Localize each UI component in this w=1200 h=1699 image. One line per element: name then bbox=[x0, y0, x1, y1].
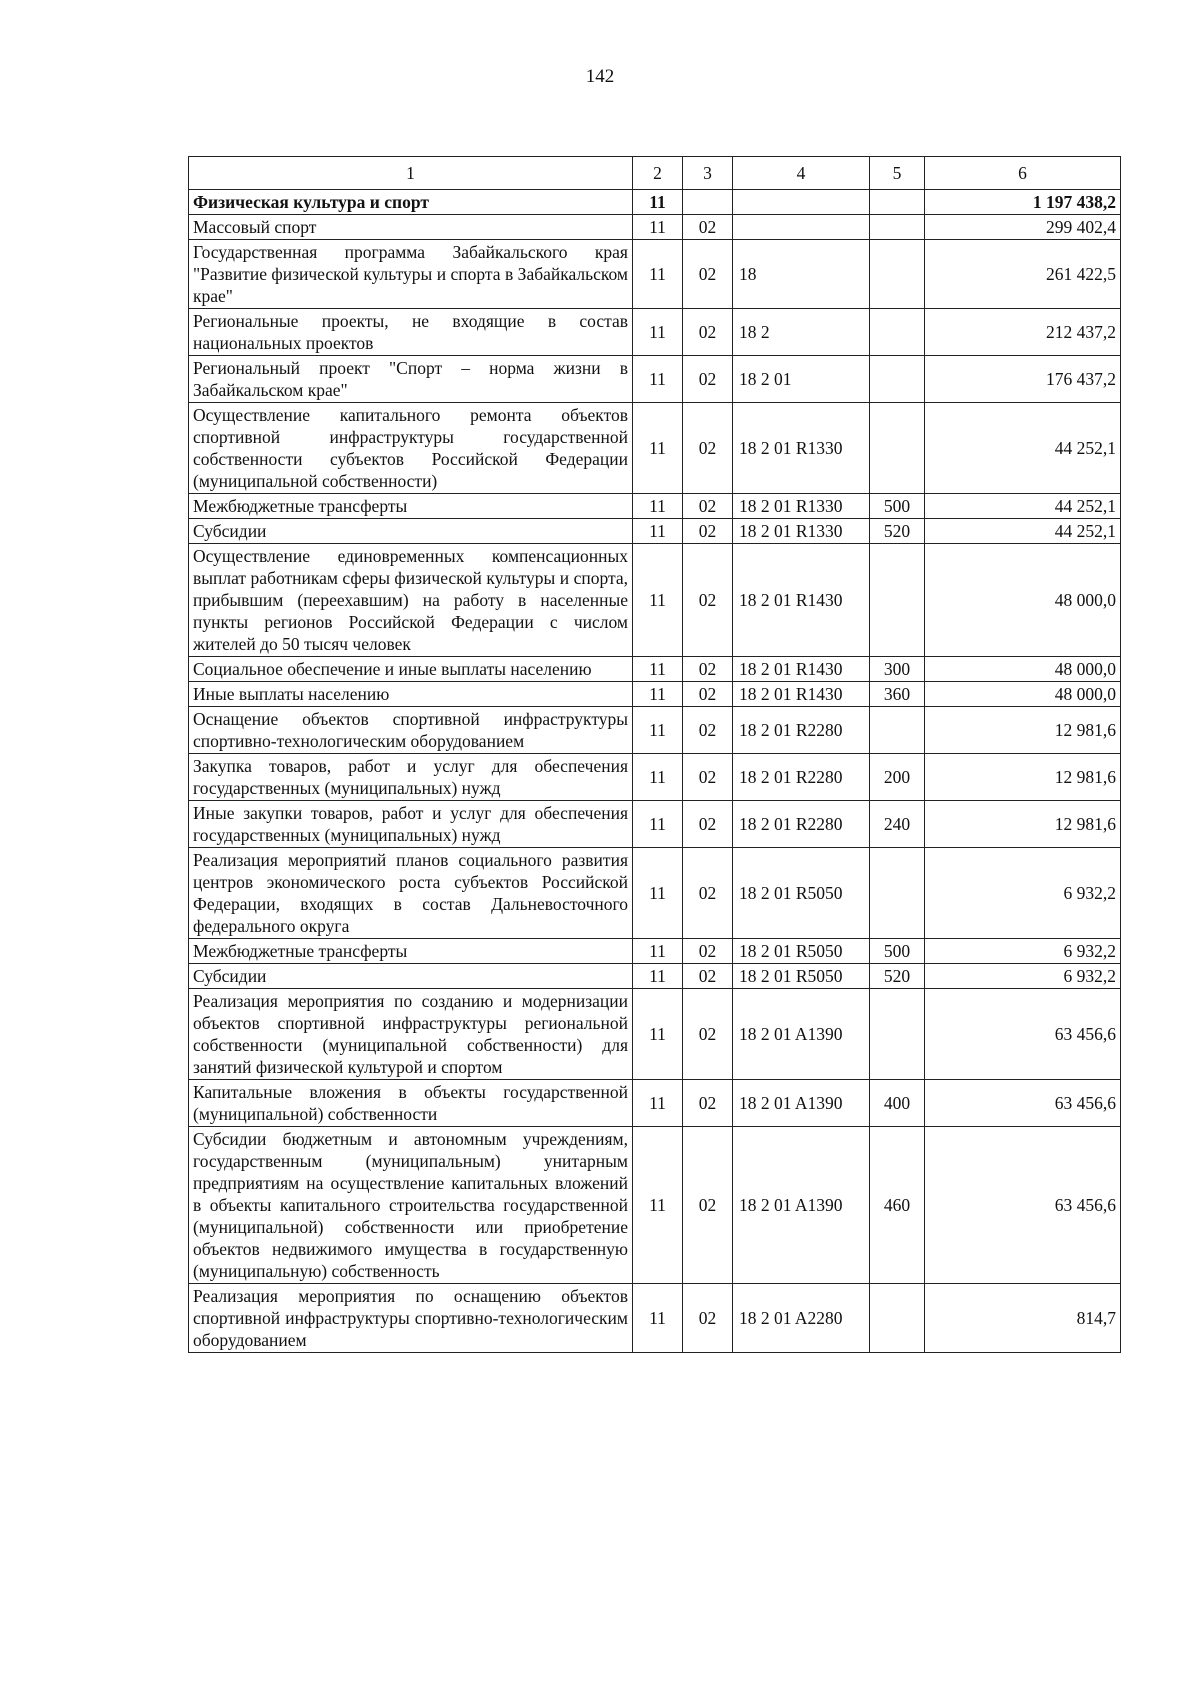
subsection-code-cell: 02 bbox=[683, 1284, 733, 1353]
expense-type-cell: 460 bbox=[870, 1127, 925, 1284]
subsection-code-cell: 02 bbox=[683, 682, 733, 707]
column-header: 4 bbox=[733, 157, 870, 190]
row-name-cell: Иные закупки товаров, работ и услуг для обеспечения государственных (муниципальных) нужд bbox=[189, 801, 633, 848]
table-row bbox=[189, 494, 1121, 519]
table-row bbox=[189, 403, 1121, 494]
subsection-code-cell: 02 bbox=[683, 939, 733, 964]
subsection-code-cell: 02 bbox=[683, 544, 733, 657]
target-article-cell: 18 2 bbox=[733, 309, 870, 356]
expense-type-cell: 240 bbox=[870, 801, 925, 848]
section-code-cell: 11 bbox=[633, 356, 683, 403]
target-article-cell: 18 2 01 R5050 bbox=[733, 939, 870, 964]
row-name-cell: Региональный проект "Спорт – норма жизни в Забайкальском крае" bbox=[189, 356, 633, 403]
section-code-cell: 11 bbox=[633, 939, 683, 964]
table-row bbox=[189, 356, 1121, 403]
table-body bbox=[189, 190, 1121, 1353]
row-name-cell: Государственная программа Забайкальского края "Развитие физической культуры и спорта в Забайкальском крае" bbox=[189, 240, 633, 309]
amount-cell: 63 456,6 bbox=[925, 989, 1121, 1080]
table-row bbox=[189, 309, 1121, 356]
section-code-cell: 11 bbox=[633, 544, 683, 657]
target-article-cell: 18 2 01 R1430 bbox=[733, 544, 870, 657]
amount-cell: 12 981,6 bbox=[925, 707, 1121, 754]
subsection-code-cell: 02 bbox=[683, 657, 733, 682]
subsection-code-cell: 02 bbox=[683, 309, 733, 356]
amount-cell: 48 000,0 bbox=[925, 682, 1121, 707]
target-article-cell: 18 2 01 bbox=[733, 356, 870, 403]
amount-cell: 44 252,1 bbox=[925, 519, 1121, 544]
subsection-code-cell: 02 bbox=[683, 754, 733, 801]
table-row bbox=[189, 682, 1121, 707]
column-header: 6 bbox=[925, 157, 1121, 190]
expense-type-cell: 500 bbox=[870, 939, 925, 964]
budget-table bbox=[188, 156, 1121, 1353]
expense-type-cell bbox=[870, 309, 925, 356]
target-article-cell: 18 2 01 A1390 bbox=[733, 989, 870, 1080]
row-name-cell: Реализация мероприятия по оснащению объектов спортивной инфраструктуры спортивно-технологическим оборудованием bbox=[189, 1284, 633, 1353]
row-name-cell: Иные выплаты населению bbox=[189, 682, 633, 707]
amount-cell: 261 422,5 bbox=[925, 240, 1121, 309]
table-row bbox=[189, 519, 1121, 544]
section-code-cell: 11 bbox=[633, 1127, 683, 1284]
table-row bbox=[189, 215, 1121, 240]
amount-cell: 299 402,4 bbox=[925, 215, 1121, 240]
expense-type-cell bbox=[870, 240, 925, 309]
table-row bbox=[189, 989, 1121, 1080]
column-header: 2 bbox=[633, 157, 683, 190]
subsection-code-cell: 02 bbox=[683, 494, 733, 519]
subsection-code-cell: 02 bbox=[683, 356, 733, 403]
target-article-cell bbox=[733, 190, 870, 215]
row-name-cell: Социальное обеспечение и иные выплаты населению bbox=[189, 657, 633, 682]
amount-cell: 44 252,1 bbox=[925, 494, 1121, 519]
table-row bbox=[189, 939, 1121, 964]
page-number: 142 bbox=[585, 66, 615, 87]
row-name-cell: Межбюджетные трансферты bbox=[189, 494, 633, 519]
table-row bbox=[189, 544, 1121, 657]
expense-type-cell bbox=[870, 544, 925, 657]
expense-type-cell bbox=[870, 190, 925, 215]
subsection-code-cell: 02 bbox=[683, 801, 733, 848]
expense-type-cell: 500 bbox=[870, 494, 925, 519]
target-article-cell: 18 bbox=[733, 240, 870, 309]
row-name-cell: Капитальные вложения в объекты государственной (муниципальной) собственности bbox=[189, 1080, 633, 1127]
section-code-cell: 11 bbox=[633, 494, 683, 519]
target-article-cell: 18 2 01 R1330 bbox=[733, 494, 870, 519]
target-article-cell: 18 2 01 A1390 bbox=[733, 1080, 870, 1127]
table-header-row bbox=[189, 157, 1121, 190]
amount-cell: 48 000,0 bbox=[925, 544, 1121, 657]
expense-type-cell: 200 bbox=[870, 754, 925, 801]
subsection-code-cell: 02 bbox=[683, 989, 733, 1080]
table-row bbox=[189, 190, 1121, 215]
expense-type-cell: 300 bbox=[870, 657, 925, 682]
table-row bbox=[189, 240, 1121, 309]
section-code-cell: 11 bbox=[633, 519, 683, 544]
expense-type-cell: 520 bbox=[870, 964, 925, 989]
table-row bbox=[189, 1284, 1121, 1353]
subsection-code-cell: 02 bbox=[683, 1127, 733, 1284]
row-name-cell: Межбюджетные трансферты bbox=[189, 939, 633, 964]
subsection-code-cell: 02 bbox=[683, 707, 733, 754]
target-article-cell: 18 2 01 R1430 bbox=[733, 657, 870, 682]
section-code-cell: 11 bbox=[633, 682, 683, 707]
amount-cell: 814,7 bbox=[925, 1284, 1121, 1353]
target-article-cell: 18 2 01 R1430 bbox=[733, 682, 870, 707]
subsection-code-cell: 02 bbox=[683, 964, 733, 989]
row-name-cell: Физическая культура и спорт bbox=[189, 190, 633, 215]
row-name-cell: Субсидии бюджетным и автономным учреждениям, государственным (муниципальным) унитарным предприятиям на осуществление капитальных вложений в объекты капитального строительства государственной (муниципальной) собственности или приобретение объектов недвижимого имущества в государственную (муниципальную) собственность bbox=[189, 1127, 633, 1284]
target-article-cell: 18 2 01 R2280 bbox=[733, 707, 870, 754]
amount-cell: 63 456,6 bbox=[925, 1080, 1121, 1127]
section-code-cell: 11 bbox=[633, 707, 683, 754]
table-row bbox=[189, 1080, 1121, 1127]
amount-cell: 6 932,2 bbox=[925, 964, 1121, 989]
target-article-cell: 18 2 01 R5050 bbox=[733, 964, 870, 989]
row-name-cell: Субсидии bbox=[189, 964, 633, 989]
row-name-cell: Региональные проекты, не входящие в состав национальных проектов bbox=[189, 309, 633, 356]
section-code-cell: 11 bbox=[633, 1080, 683, 1127]
amount-cell: 6 932,2 bbox=[925, 848, 1121, 939]
section-code-cell: 11 bbox=[633, 989, 683, 1080]
table-row bbox=[189, 707, 1121, 754]
section-code-cell: 11 bbox=[633, 309, 683, 356]
subsection-code-cell: 02 bbox=[683, 240, 733, 309]
table-row bbox=[189, 754, 1121, 801]
expense-type-cell bbox=[870, 356, 925, 403]
target-article-cell: 18 2 01 R1330 bbox=[733, 403, 870, 494]
expense-type-cell: 520 bbox=[870, 519, 925, 544]
table-row bbox=[189, 848, 1121, 939]
table-row bbox=[189, 801, 1121, 848]
expense-type-cell: 360 bbox=[870, 682, 925, 707]
section-code-cell: 11 bbox=[633, 403, 683, 494]
column-header: 1 bbox=[189, 157, 633, 190]
section-code-cell: 11 bbox=[633, 801, 683, 848]
expense-type-cell bbox=[870, 848, 925, 939]
section-code-cell: 11 bbox=[633, 240, 683, 309]
target-article-cell: 18 2 01 A1390 bbox=[733, 1127, 870, 1284]
section-code-cell: 11 bbox=[633, 964, 683, 989]
amount-cell: 212 437,2 bbox=[925, 309, 1121, 356]
target-article-cell bbox=[733, 215, 870, 240]
amount-cell: 12 981,6 bbox=[925, 754, 1121, 801]
amount-cell: 12 981,6 bbox=[925, 801, 1121, 848]
subsection-code-cell: 02 bbox=[683, 215, 733, 240]
row-name-cell: Оснащение объектов спортивной инфраструктуры спортивно-технологическим оборудованием bbox=[189, 707, 633, 754]
target-article-cell: 18 2 01 R2280 bbox=[733, 801, 870, 848]
table-row bbox=[189, 1127, 1121, 1284]
row-name-cell: Массовый спорт bbox=[189, 215, 633, 240]
subsection-code-cell: 02 bbox=[683, 848, 733, 939]
amount-cell: 63 456,6 bbox=[925, 1127, 1121, 1284]
target-article-cell: 18 2 01 R1330 bbox=[733, 519, 870, 544]
section-code-cell: 11 bbox=[633, 215, 683, 240]
table-row bbox=[189, 964, 1121, 989]
amount-cell: 176 437,2 bbox=[925, 356, 1121, 403]
subsection-code-cell: 02 bbox=[683, 519, 733, 544]
subsection-code-cell: 02 bbox=[683, 1080, 733, 1127]
expense-type-cell bbox=[870, 707, 925, 754]
amount-cell: 48 000,0 bbox=[925, 657, 1121, 682]
subsection-code-cell bbox=[683, 190, 733, 215]
row-name-cell: Реализация мероприятия по созданию и модернизации объектов спортивной инфраструктуры региональной собственности (муниципальной собственности) для занятий физической культурой и спортом bbox=[189, 989, 633, 1080]
amount-cell: 1 197 438,2 bbox=[925, 190, 1121, 215]
section-code-cell: 11 bbox=[633, 657, 683, 682]
section-code-cell: 11 bbox=[633, 190, 683, 215]
target-article-cell: 18 2 01 R5050 bbox=[733, 848, 870, 939]
expense-type-cell bbox=[870, 403, 925, 494]
section-code-cell: 11 bbox=[633, 754, 683, 801]
amount-cell: 6 932,2 bbox=[925, 939, 1121, 964]
section-code-cell: 11 bbox=[633, 848, 683, 939]
expense-type-cell bbox=[870, 215, 925, 240]
target-article-cell: 18 2 01 R2280 bbox=[733, 754, 870, 801]
row-name-cell: Осуществление единовременных компенсационных выплат работникам сферы физической культуры и спорта, прибывшим (переехавшим) на работу в населенные пункты регионов Российской Федерации с числом жителей до 50 тысяч человек bbox=[189, 544, 633, 657]
subsection-code-cell: 02 bbox=[683, 403, 733, 494]
expense-type-cell bbox=[870, 1284, 925, 1353]
target-article-cell: 18 2 01 A2280 bbox=[733, 1284, 870, 1353]
section-code-cell: 11 bbox=[633, 1284, 683, 1353]
table-row bbox=[189, 657, 1121, 682]
row-name-cell: Реализация мероприятий планов социального развития центров экономического роста субъектов Российской Федерации, входящих в состав Дальневосточного федерального округа bbox=[189, 848, 633, 939]
column-header: 3 bbox=[683, 157, 733, 190]
row-name-cell: Закупка товаров, работ и услуг для обеспечения государственных (муниципальных) нужд bbox=[189, 754, 633, 801]
row-name-cell: Осуществление капитального ремонта объектов спортивной инфраструктуры государственной собственности субъектов Российской Федерации (муниципальной собственности) bbox=[189, 403, 633, 494]
column-header: 5 bbox=[870, 157, 925, 190]
expense-type-cell bbox=[870, 989, 925, 1080]
expense-type-cell: 400 bbox=[870, 1080, 925, 1127]
row-name-cell: Субсидии bbox=[189, 519, 633, 544]
amount-cell: 44 252,1 bbox=[925, 403, 1121, 494]
